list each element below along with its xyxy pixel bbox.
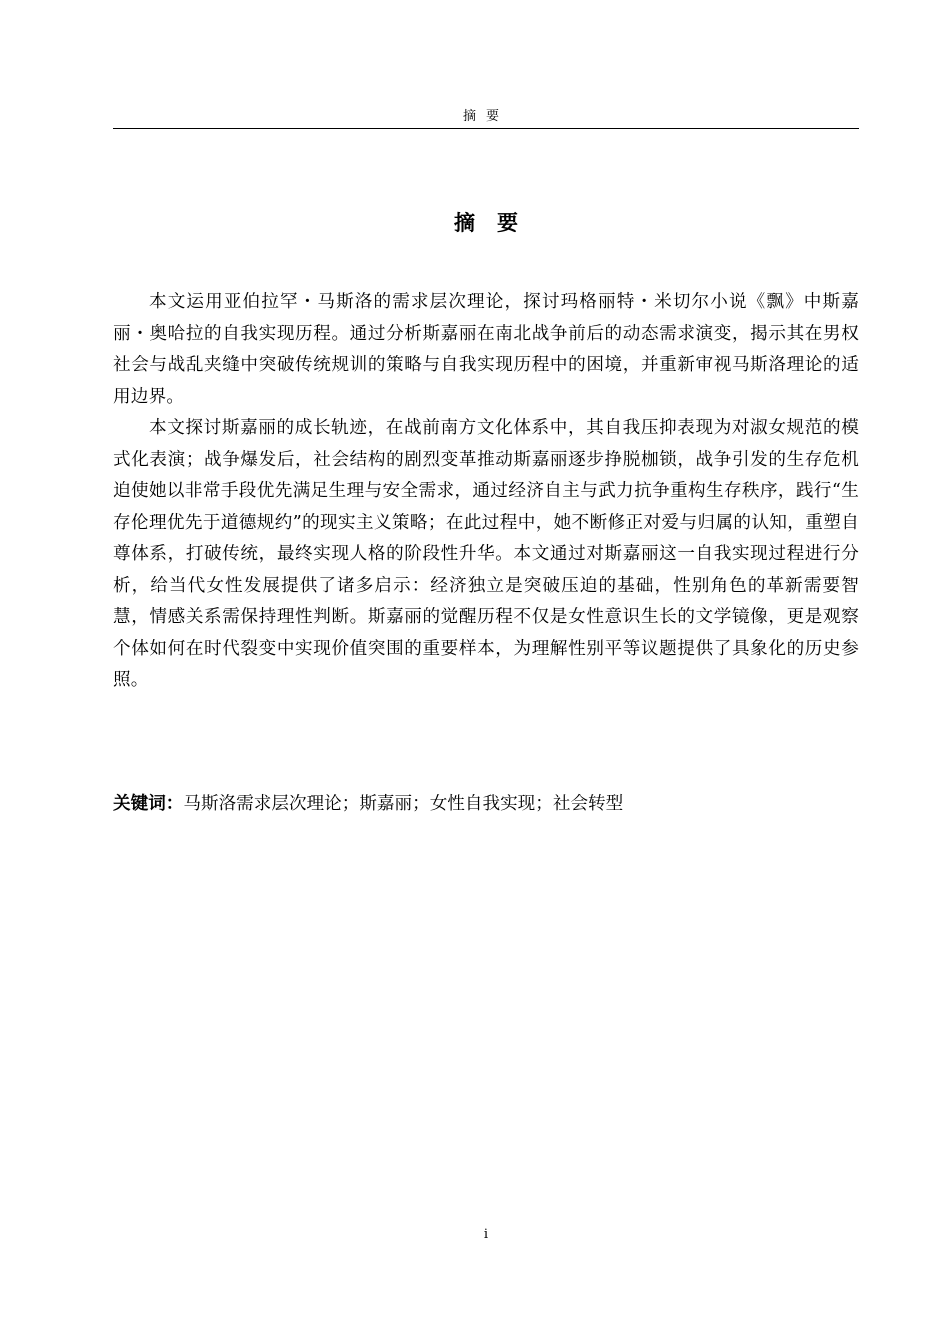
page-number: i (483, 1227, 489, 1242)
keywords-label: 关键词： (113, 794, 184, 814)
header-rule (113, 128, 859, 129)
abstract-paragraph-1: 本文运用亚伯拉罕・马斯洛的需求层次理论，探讨玛格丽特・米切尔小说《飘》中斯嘉丽・奥哈拉的自我实现历程。通过分析斯嘉丽在南北战争前后的动态需求演变，揭示其在男权社会与战乱夹缝中突破传统规训的策略与自我实现历程中的困境，并重新审视马斯洛理论的适用边界。 (113, 292, 859, 407)
running-header: 摘要 (462, 109, 509, 124)
abstract-body (113, 287, 859, 697)
page-title: 摘要 (454, 211, 540, 235)
abstract-paragraph-2: 本文探讨斯嘉丽的成长轨迹，在战前南方文化体系中，其自我压抑表现为对淑女规范的模式化表演；战争爆发后，社会结构的剧烈变革推动斯嘉丽逐步挣脱枷锁，战争引发的生存危机迫使她以非常手段优先满足生理与安全需求，通过经济自主与武力抗争重构生存秩序，践行“生存伦理优先于道德规约”的现实主义策略；在此过程中，她不断修正对爱与归属的认知，重塑自尊体系，打破传统，最终实现人格的阶段性升华。本文通过对斯嘉丽这一自我实现过程进行分析，给当代女性发展提供了诸多启示：经济独立是突破压迫的基础，性别角色的革新需要智慧，情感关系需保持理性判断。斯嘉丽的觉醒历程不仅是女性意识生长的文学镜像，更是观察个体如何在时代裂变中实现价值突围的重要样本，为理解性别平等议题提供了具象化的历史参照。 (113, 418, 859, 690)
keywords-line (113, 790, 859, 818)
keywords-value: 马斯洛需求层次理论；斯嘉丽；女性自我实现；社会转型 (183, 794, 624, 814)
